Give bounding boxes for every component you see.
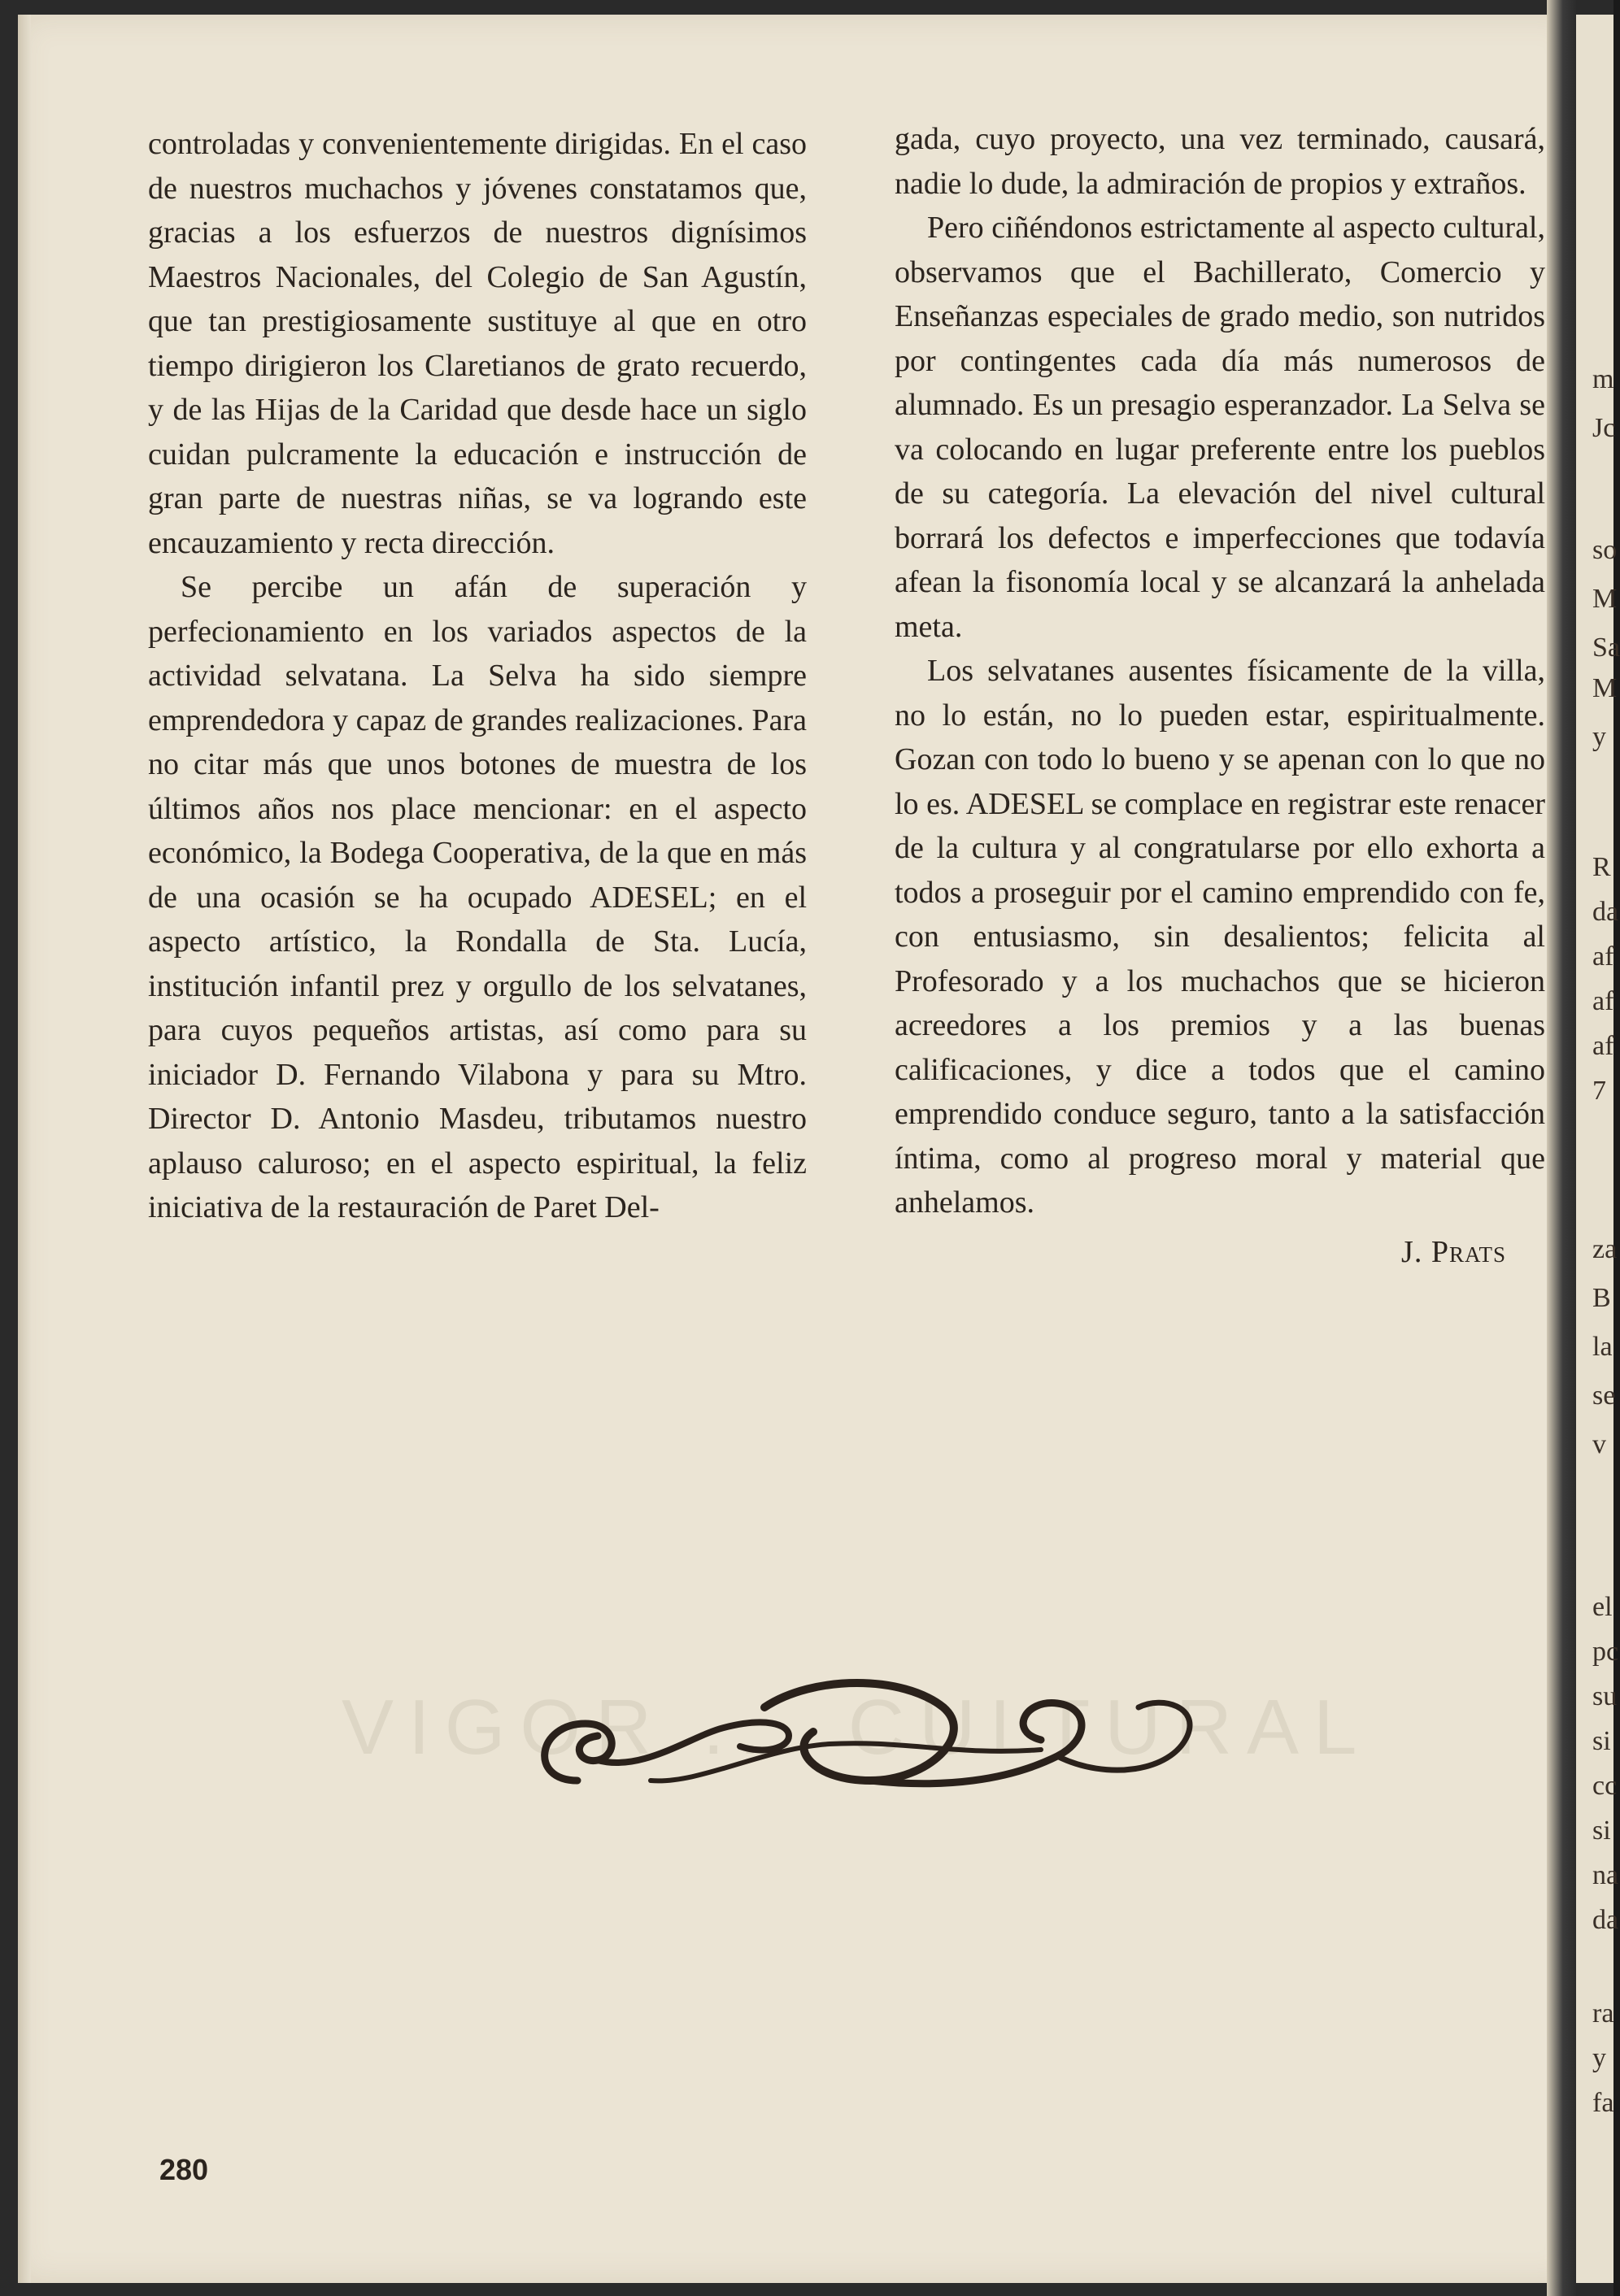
- adjacent-page-edge: [1576, 15, 1620, 2283]
- adjacent-page-text-fragment: la: [1592, 1332, 1613, 1362]
- adjacent-page-text-fragment: na: [1592, 1860, 1619, 1890]
- adjacent-page-text-fragment: af: [1592, 941, 1614, 972]
- adjacent-page-text-fragment: za: [1592, 1234, 1618, 1264]
- adjacent-page-text-fragment: M: [1592, 673, 1618, 703]
- paragraph: Pero ciñéndonos estrictamente al aspecto cultural, observamos que el Bachillerato, Comercio y Enseñanzas especiales de grado medio, son nutridos por contingentes cada día más numerosos de alumnado. Es un presagio esperanzador. La Selva se va colocando en lugar preferente entre los pueblos de su categoría. La elevación del nivel cultural borrará los defectos e imperfecciones que todavía afean la fisonomía local y se alcanzará la anhelada meta.: [895, 211, 1545, 644]
- adjacent-page-text-fragment: B: [1592, 1283, 1611, 1313]
- adjacent-page-text-fragment: si: [1592, 1726, 1611, 1756]
- adjacent-page-text-fragment: m: [1592, 364, 1614, 394]
- paragraph: controladas y convenientemente dirigidas. En el caso de nuestros muchachos y jóvenes constatamos que, gracias a los esfuerzos de nuestros dignísimos Maestros Nacionales, del Colegio de San Agustín, que tan prestigiosamente sustituye al que en otro tiempo dirigieron los Claretianos de grato recuerdo, y de las Hijas de la Caridad que desde hace un siglo cuidan pulcramente la educación e instrucción de gran parte de nuestras niñas, se va logrando este encauzamiento y recta dirección.: [148, 127, 807, 560]
- adjacent-page-text-fragment: su: [1592, 1681, 1618, 1711]
- decorative-flourish-ornament: [520, 1659, 1220, 1821]
- author-signature: J. Prats: [1401, 1234, 1506, 1269]
- bleed-through-heading: VIGOR ... CULTURAL: [342, 1684, 1372, 1771]
- left-column: [148, 122, 807, 1230]
- adjacent-page-text-fragment: el: [1592, 1592, 1613, 1622]
- paragraph: gada, cuyo proyecto, una vez terminado, causará, nadie lo dude, la admiración de propios y extraños.: [895, 122, 1545, 201]
- adjacent-page-text-fragment: af: [1592, 1031, 1614, 1061]
- adjacent-page-text-fragment: Jc: [1592, 413, 1616, 443]
- adjacent-page-text-fragment: da: [1592, 1905, 1619, 1935]
- paragraph: Los selvatanes ausentes físicamente de la villa, no lo están, no lo pueden estar, espiritualmente. Gozan con todo lo bueno y se apenan con lo que no lo es. ADESEL se complace en registrar este renacer de la cultura y al congratularse por ello exhorta a todos a proseguir por el camino emprendido con fe, con entusiasmo, sin desalientos; felicita al Profesorado y a los muchachos que se hicieron acreedores a los premios y a las buenas calificaciones, y dice a todos que el camino emprendido conduce seguro, tanto a la satisfacción íntima, como al progreso moral y material que anhelamos.: [895, 654, 1545, 1220]
- adjacent-page-text-fragment: ra: [1592, 1998, 1614, 2029]
- page-left-edge: [18, 15, 31, 2283]
- adjacent-page-text-fragment: y: [1592, 2043, 1606, 2073]
- adjacent-page-text-fragment: cc: [1592, 1771, 1618, 1801]
- book-gutter: [1547, 0, 1576, 2296]
- adjacent-page-text-fragment: af: [1592, 986, 1614, 1016]
- adjacent-page-text-fragment: fa: [1592, 2088, 1614, 2118]
- adjacent-page-text-fragment: so: [1592, 535, 1618, 565]
- adjacent-page-text-fragment: pc: [1592, 1637, 1619, 1667]
- adjacent-page-text-fragment: M: [1592, 584, 1618, 614]
- adjacent-page-text-fragment: v: [1592, 1429, 1606, 1459]
- adjacent-page-text-fragment: se: [1592, 1381, 1616, 1411]
- adjacent-page-text-fragment: R: [1592, 852, 1611, 882]
- adjacent-page-text-fragment: 7: [1592, 1076, 1606, 1106]
- adjacent-page-text-fragment: y: [1592, 722, 1606, 752]
- adjacent-page-text-fragment: Sa: [1592, 633, 1620, 663]
- paragraph: Se percibe un afán de superación y perfecionamiento en los variados aspectos de la actividad selvatana. La Selva ha sido siempre emprendedora y capaz de grandes realizaciones. Para no citar más que unos botones de muestra de los últimos años nos place mencionar: en el aspecto económico, la Bodega Cooperativa, de la que en más de una ocasión se ha ocupado ADESEL; en el aspecto artístico, la Rondalla de Sta. Lucía, institución infantil prez y orgullo de los selvatanes, para cuyos pequeños artistas, así como para su iniciador D. Fernando Vilabona y para su Mtro. Director D. Antonio Masdeu, tributamos nuestro aplauso caluroso; en el aspecto espiritual, la feliz iniciativa de la restauración de Paret Del-: [148, 570, 807, 1224]
- page-number: 280: [159, 2153, 209, 2186]
- right-column: [895, 117, 1545, 1274]
- adjacent-page-text-fragment: da: [1592, 897, 1619, 927]
- adjacent-page-text-fragment: si: [1592, 1815, 1611, 1846]
